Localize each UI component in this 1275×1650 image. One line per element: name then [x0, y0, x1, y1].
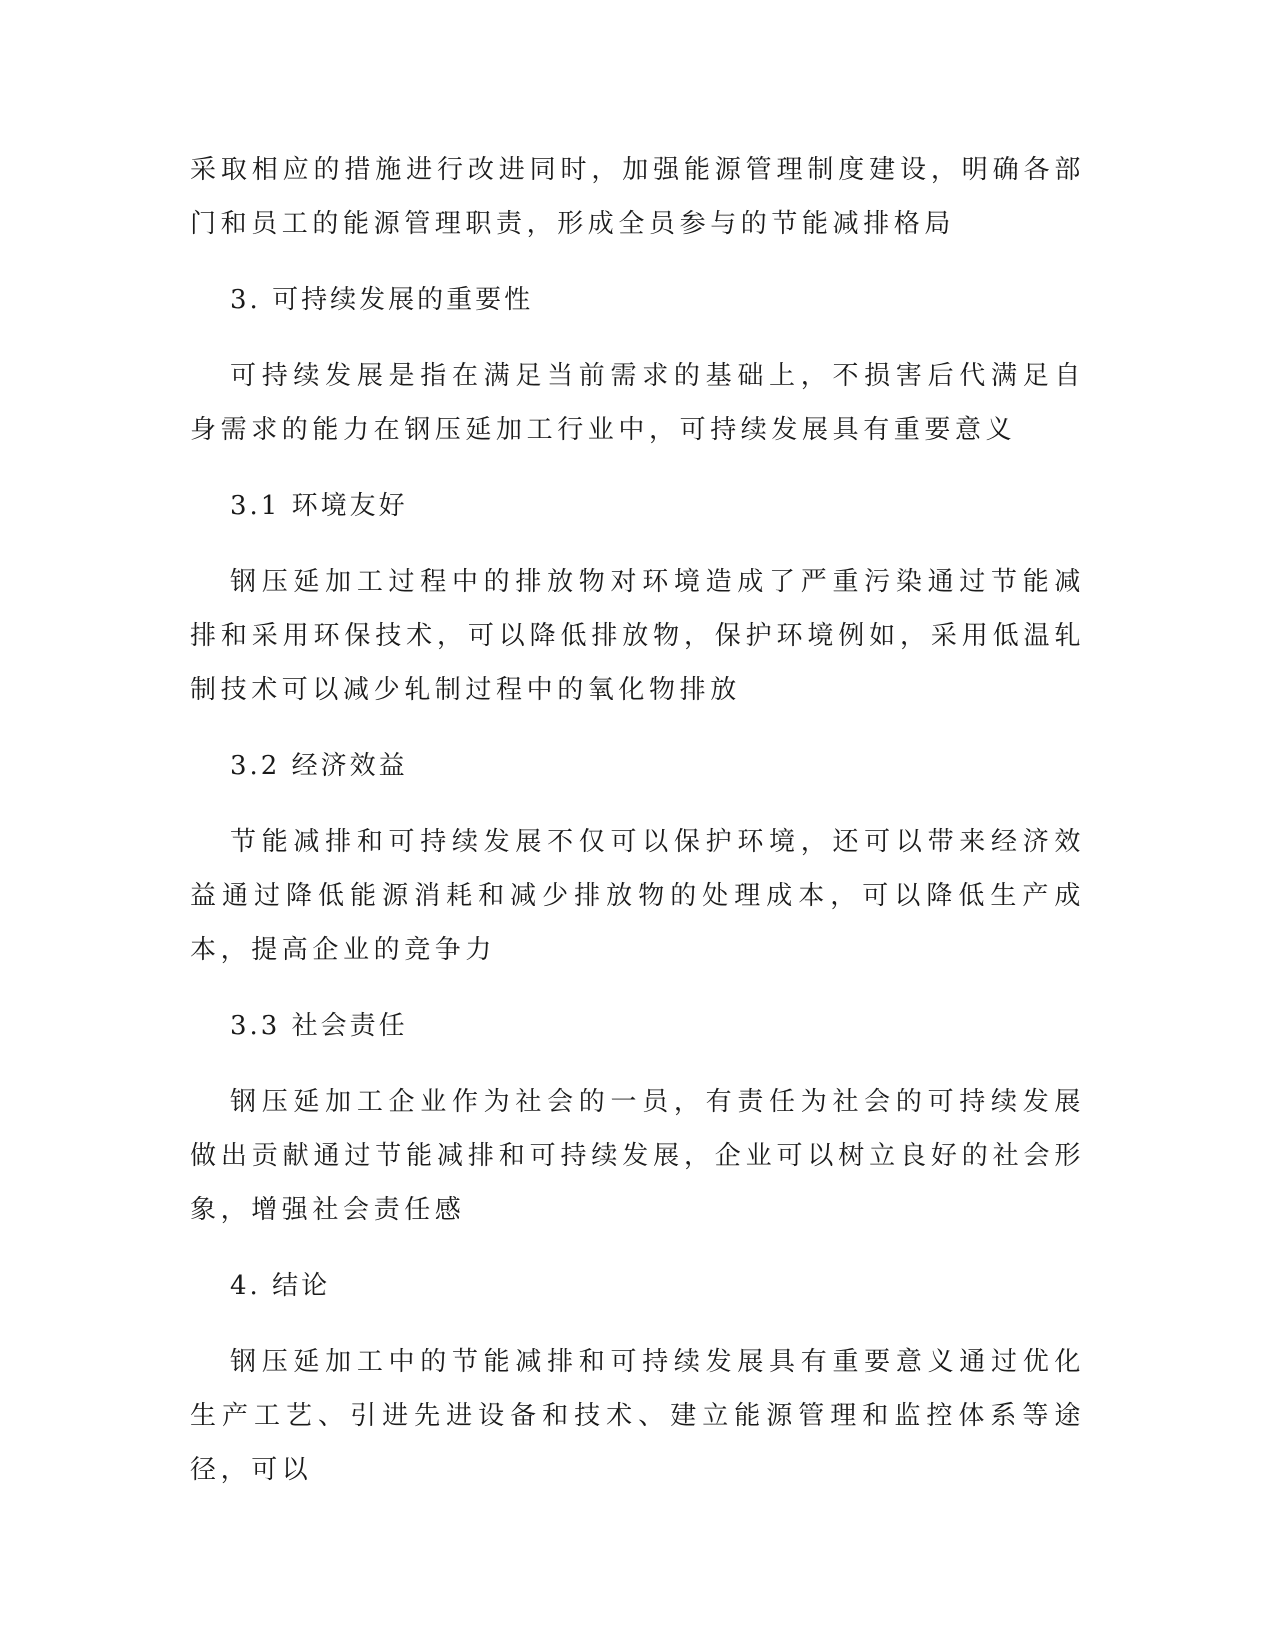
paragraph-environment: 钢压延加工过程中的排放物对环境造成了严重污染通过节能减排和采用环保技术，可以降低排放物，保护环境例如，采用低温轧制技术可以减少轧制过程中的氧化物排放: [190, 567, 1085, 705]
heading-social-responsibility: 3.3 社会责任: [230, 1011, 408, 1041]
paragraph-conclusion: 钢压延加工中的节能减排和可持续发展具有重要意义通过优化生产工艺、引进先进设备和技术、建立能源管理和监控体系等途径，可以: [190, 1347, 1085, 1485]
paragraph-economic: 节能减排和可持续发展不仅可以保护环境，还可以带来经济效益通过降低能源消耗和减少排放物的处理成本，可以降低生产成本，提高企业的竞争力: [190, 827, 1085, 965]
heading-sustainability-importance: 3. 可持续发展的重要性: [230, 285, 534, 315]
heading-conclusion: 4. 结论: [230, 1271, 331, 1301]
heading-environment-friendly: 3.1 环境友好: [230, 491, 408, 521]
paragraph-energy-management: 采取相应的措施进行改进同时，加强能源管理制度建设，明确各部门和员工的能源管理职责，形成全员参与的节能减排格局: [190, 155, 1085, 239]
paragraph-sustainability-definition: 可持续发展是指在满足当前需求的基础上，不损害后代满足自身需求的能力在钢压延加工行业中，可持续发展具有重要意义: [190, 361, 1085, 445]
document-body: [190, 143, 1085, 1497]
heading-economic-benefit: 3.2 经济效益: [230, 751, 408, 781]
paragraph-social: 钢压延加工企业作为社会的一员，有责任为社会的可持续发展做出贡献通过节能减排和可持续发展，企业可以树立良好的社会形象，增强社会责任感: [190, 1087, 1085, 1225]
